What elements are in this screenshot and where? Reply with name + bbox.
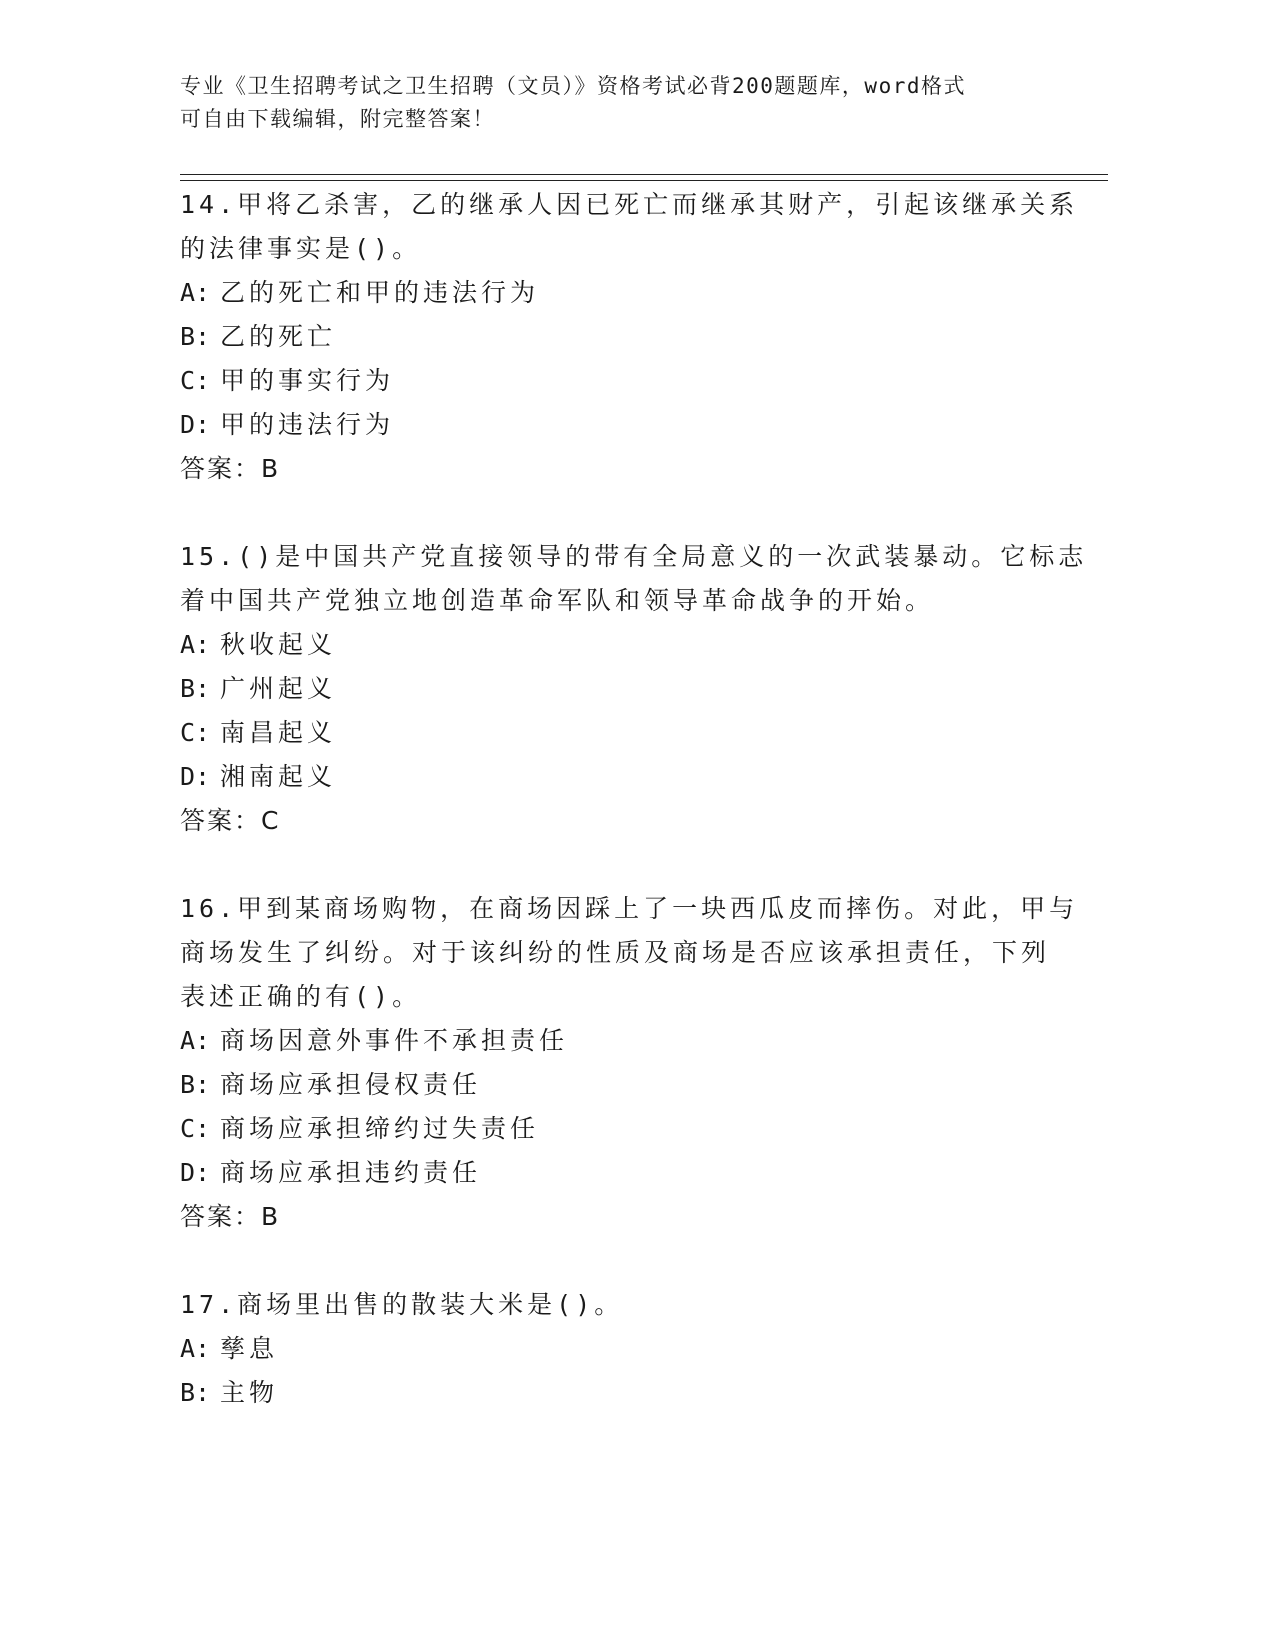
question-15 <box>180 535 1088 843</box>
option-text: 商场应承担违约责任 <box>220 1158 482 1187</box>
option-d <box>180 403 1060 447</box>
header-rule-top <box>180 174 1108 175</box>
option-a <box>180 1327 1060 1371</box>
option-text: 商场因意外事件不承担责任 <box>220 1026 569 1055</box>
question-16 <box>180 887 1079 1239</box>
spacer <box>180 491 1060 535</box>
option-letter: B: <box>180 1378 211 1407</box>
option-letter: D: <box>180 762 211 791</box>
header-rule-bottom <box>180 180 1108 181</box>
header-line-2: 可自由下载编辑，附完整答案！ <box>180 107 495 131</box>
question-text-line: 16.甲到某商场购物，在商场因踩上了一块西瓜皮而摔伤。对此，甲与 <box>180 894 1079 923</box>
spacer <box>180 1239 1060 1283</box>
option-letter: C: <box>180 718 211 747</box>
option-text: 主物 <box>220 1378 279 1407</box>
header-line-1: 专业《卫生招聘考试之卫生招聘（文员）》资格考试必背200题题库，word格式 <box>180 74 966 98</box>
option-text: 乙的死亡 <box>220 322 337 351</box>
question-text-line: 17.商场里出售的散装大米是()。 <box>180 1290 624 1319</box>
option-text: 甲的事实行为 <box>220 366 395 395</box>
question-text-line: 的法律事实是()。 <box>180 234 422 263</box>
question-text-line: 15.()是中国共产党直接领导的带有全局意义的一次武装暴动。它标志 <box>180 542 1088 571</box>
option-a <box>180 1019 1060 1063</box>
option-b <box>180 667 1060 711</box>
option-letter: A: <box>180 278 211 307</box>
option-letter: A: <box>180 630 211 659</box>
option-b <box>180 1371 1060 1415</box>
spacer <box>180 843 1060 887</box>
question-14 <box>180 183 1079 491</box>
option-d <box>180 755 1060 799</box>
question-text-line: 14.甲将乙杀害，乙的继承人因已死亡而继承其财产，引起该继承关系 <box>180 190 1079 219</box>
question-list <box>180 183 1088 1415</box>
option-d <box>180 1151 1060 1195</box>
option-letter: B: <box>180 674 211 703</box>
option-text: 南昌起义 <box>220 718 337 747</box>
option-text: 甲的违法行为 <box>220 410 395 439</box>
option-c <box>180 359 1060 403</box>
option-a <box>180 271 1060 315</box>
option-c <box>180 1107 1060 1151</box>
option-c <box>180 711 1060 755</box>
option-letter: B: <box>180 322 211 351</box>
option-letter: D: <box>180 410 211 439</box>
option-letter: D: <box>180 1158 211 1187</box>
question-text-line: 表述正确的有()。 <box>180 982 422 1011</box>
option-letter: C: <box>180 1114 211 1143</box>
option-b <box>180 1063 1060 1107</box>
option-text: 商场应承担侵权责任 <box>220 1070 482 1099</box>
question-text-line: 商场发生了纠纷。对于该纠纷的性质及商场是否应该承担责任，下列 <box>180 938 1051 967</box>
option-text: 秋收起义 <box>220 630 337 659</box>
answer-line: 答案：B <box>180 1202 281 1231</box>
option-letter: A: <box>180 1026 211 1055</box>
option-a <box>180 623 1060 667</box>
option-text: 湘南起义 <box>220 762 337 791</box>
answer-line: 答案：B <box>180 454 281 483</box>
option-text: 孳息 <box>220 1334 279 1363</box>
option-letter: C: <box>180 366 211 395</box>
option-text: 乙的死亡和甲的违法行为 <box>220 278 540 307</box>
question-17 <box>180 1283 1060 1415</box>
option-text: 广州起义 <box>220 674 337 703</box>
document-header <box>180 70 1040 136</box>
option-text: 商场应承担缔约过失责任 <box>220 1114 540 1143</box>
question-text-line: 着中国共产党独立地创造革命军队和领导革命战争的开始。 <box>180 586 935 615</box>
option-b <box>180 315 1060 359</box>
option-letter: A: <box>180 1334 211 1363</box>
answer-line: 答案：C <box>180 806 281 835</box>
option-letter: B: <box>180 1070 211 1099</box>
